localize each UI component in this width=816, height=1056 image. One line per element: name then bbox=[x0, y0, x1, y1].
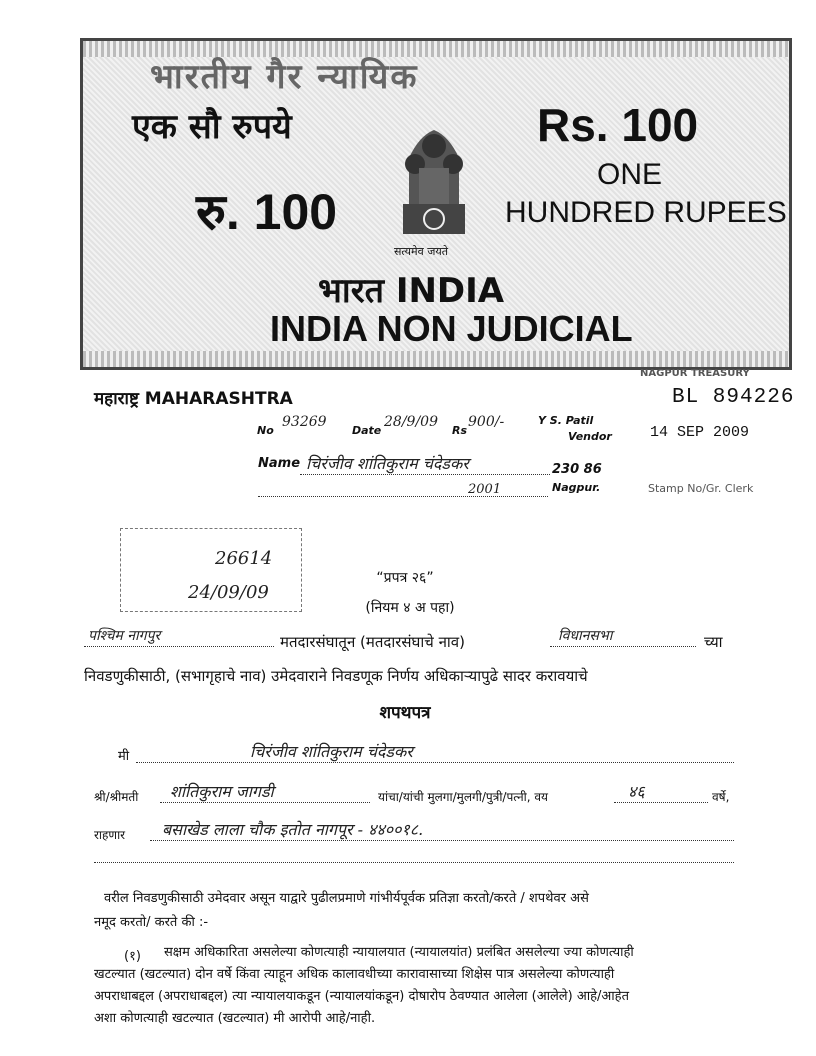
name-line bbox=[300, 474, 550, 475]
residence-label: राहणार bbox=[94, 828, 126, 842]
item-1-line-4: अशा कोणत्याही खटल्यात (खटल्यात) मी आरोपी आहे/नाही. bbox=[94, 1011, 376, 1026]
age-value: ४६ bbox=[628, 782, 645, 801]
stamp-clerk-label: Stamp No/Gr. Clerk bbox=[648, 482, 754, 495]
rs-label: Rs bbox=[452, 424, 468, 437]
stamp-top-text: भारतीय गैर न्यायिक bbox=[150, 57, 419, 97]
relation-text: यांचा/यांची मुलगा/मुलगी/पुत्री/पत्नी, वय bbox=[378, 790, 549, 804]
no-value: 93269 bbox=[282, 414, 327, 430]
paragraph-1: वरील निवडणुकीसाठी उमेदवार असून याद्वारे पुढीलप्रमाणे गांभीर्यपूर्वक प्रतिज्ञा करतो/करते / शपथेवर असे bbox=[104, 891, 589, 906]
mi-label: मी bbox=[118, 749, 130, 764]
date-label: Date bbox=[352, 424, 382, 437]
stamp-border-pattern-bottom bbox=[83, 351, 789, 367]
stamp-amount-one: ONE bbox=[597, 158, 663, 191]
rs-value: 900/- bbox=[468, 414, 505, 430]
constituency-line-left bbox=[84, 646, 274, 647]
stamp-amount-ru: रु. 100 bbox=[196, 184, 338, 240]
second-line bbox=[258, 496, 548, 497]
shri-line bbox=[160, 802, 370, 803]
date-value: 28/9/09 bbox=[384, 414, 438, 430]
mi-line bbox=[136, 762, 734, 763]
item-number: (१) bbox=[124, 949, 141, 964]
residence-line bbox=[150, 840, 734, 841]
no-label: No bbox=[257, 424, 274, 437]
name-label: Name bbox=[258, 456, 301, 471]
residence-line-2 bbox=[94, 862, 734, 863]
treasury-stamp: NAGPUR TREASURY bbox=[640, 368, 750, 379]
license-number: 230 86 bbox=[552, 462, 602, 477]
item-1-line-3: अपराधाबद्दल (अपराधाबद्दल) त्या न्यायालयाकडून (न्यायालयांकडून) दोषारोप ठेवण्यात आलेला (आलेले) आहे/आहेत bbox=[94, 989, 629, 1004]
constituency-line-right bbox=[550, 646, 696, 647]
shri-value: शांतिकुराम जागडी bbox=[170, 782, 274, 801]
form-line-2: निवडणुकीसाठी, (सभागृहाचे नाव) उमेदवाराने निवडणूक निर्णय अधिकाऱ्यापुढे सादर करावयाचे bbox=[84, 667, 588, 685]
nagpur-label: Nagpur. bbox=[552, 481, 601, 494]
extra-value: 2001 bbox=[468, 482, 502, 497]
registration-date: 24/09/09 bbox=[188, 582, 269, 603]
constituency-value-right: विधानसभा bbox=[558, 628, 613, 644]
stamp-amount-rs: Rs. 100 bbox=[537, 99, 699, 151]
stamp-amount-hundred-rupees: HUNDRED RUPEES bbox=[505, 196, 787, 229]
affidavit-heading: शपथपत्र bbox=[379, 703, 431, 723]
stamp-bharat-india: भारत INDIA bbox=[318, 271, 505, 311]
stamp-serial-number: BL 894226 bbox=[672, 386, 795, 409]
vendor-name: Y S. Patil bbox=[538, 414, 594, 427]
age-line bbox=[614, 802, 708, 803]
stamp-motto: सत्यमेव जयते bbox=[394, 245, 449, 258]
mi-value: चिरंजीव शांतिकुराम चंदेडकर bbox=[250, 742, 413, 761]
stamp-amount-marathi: एक सौ रुपये bbox=[132, 107, 292, 147]
date-stamp: 14 SEP 2009 bbox=[650, 424, 750, 441]
years-label: वर्षे, bbox=[712, 790, 730, 804]
constituency-text: मतदारसंघातून (मतदारसंघाचे नाव) bbox=[280, 633, 465, 651]
constituency-end: च्या bbox=[704, 633, 723, 651]
name-value: चिरंजीव शांतिकुराम चंदेडकर bbox=[306, 454, 469, 473]
item-1-line-1: सक्षम अधिकारिता असलेल्या कोणत्याही न्यायालयात (न्यायालयांत) प्रलंबित असलेल्या ज्या कोणत्याही bbox=[164, 945, 634, 960]
state-label: महाराष्ट्र MAHARASHTRA bbox=[94, 389, 293, 409]
form-title: “प्रपत्र २६” bbox=[376, 570, 434, 586]
residence-value: बसाखेड लाला चौक इतोत नागपूर - ४४००१८. bbox=[162, 820, 424, 839]
ashoka-emblem-icon bbox=[389, 108, 479, 242]
stamp-india-non-judicial: INDIA NON JUDICIAL bbox=[270, 308, 633, 349]
form-rule: (नियम ४ अ पहा) bbox=[365, 600, 455, 616]
shri-label: श्री/श्रीमती bbox=[94, 790, 139, 804]
item-1-line-2: खटल्यात (खटल्यात) दोन वर्षे किंवा त्याहून अधिक कालावधीच्या कारावासाच्या शिक्षेस पात्र असलेल्या कोणत्याही bbox=[94, 967, 615, 982]
registration-number: 26614 bbox=[215, 548, 273, 569]
paragraph-1b: नमूद करतो/ करते की :- bbox=[94, 915, 209, 930]
vendor-label: Vendor bbox=[568, 430, 612, 443]
constituency-value-left: पश्चिम नागपुर bbox=[88, 628, 161, 644]
